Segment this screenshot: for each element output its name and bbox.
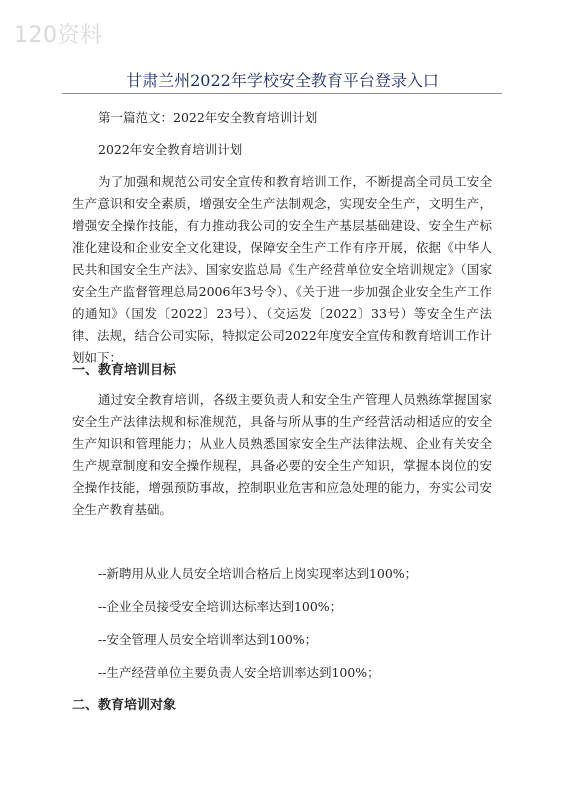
section-heading-targets: 二、教育培训对象 [72,698,177,713]
goal-item: --新聘用从业人员安全培训合格后上岗实现率达到100%； [98,566,418,581]
document-title: 甘肃兰州2022年学校安全教育平台登录入口 [126,71,439,90]
goal-item: --企业全员接受安全培训达标率达到100%； [98,599,343,614]
goals-paragraph: 通过安全教育培训，各级主要负责人和安全生产管理人员熟练掌握国家安全生产法律法规和标准规范，具备与所从事的生产经营活动相适应的安全生产知识和管理能力；从业人员熟悉国家安全生产法律法规、企业有关安全生产规章制度和安全操作规程，具备必要的安全生产知识，掌握本岗位的安全操作技能，增强预防事故，控制职业危害和应急处理的能力，夯实公司安全生产教育基础。 [72,392,492,517]
watermark-logo: 120资料 [14,23,103,48]
plan-title: 2022年安全教育培训计划 [98,142,243,157]
goal-item: --安全管理人员安全培训率达到100%； [98,632,318,647]
intro-paragraph: 为了加强和规范公司安全宣传和教育培训工作，不断提高全司员工安全生产意识和安全素质，增强安全生产法制观念，实现安全生产，文明生产，增强安全操作技能，有力推动我公司的安全生产基层基础建设、安全生产标准化建设和企业安全文化建设，保障安全生产工作有序开展，依据《中华人民共和国安全生产法》、国家安监总局《生产经营单位安全培训规定》（国家安全生产监督管理总局2006年3号令）、《关于进一步加强企业安全生产工作的通知》（国发〔2022〕23号）、（交运发〔2022〕33号）等安全生产法律、法规，结合公司实际，特拟定公司2022年度安全宣传和教育培训工作计划如下： [72,174,492,365]
goal-item: --生产经营单位主要负责人安全培训率达到100%； [98,665,380,680]
subtitle: 第一篇范文：2022年安全教育培训计划 [98,110,318,125]
section-heading-goals: 一、教育培训目标 [72,363,177,378]
title-divider [62,93,502,94]
